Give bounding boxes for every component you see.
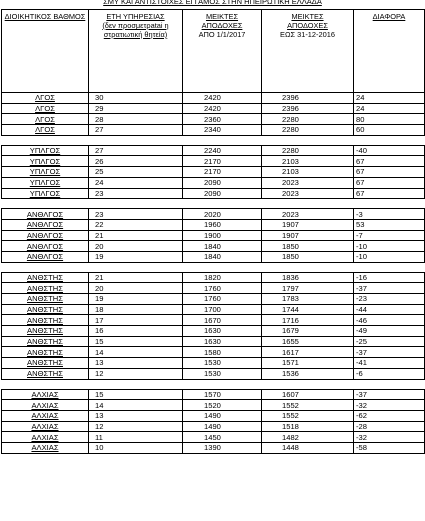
table-row (2, 272, 425, 283)
cell-rank: ΥΠΛΓΟΣ (2, 167, 89, 178)
separator-cell (262, 199, 354, 209)
cell-years: 24 (89, 177, 183, 188)
cell-years: 30 (89, 93, 183, 104)
table-row (2, 241, 425, 252)
cell-years: 14 (89, 347, 183, 358)
cell-diff: -37 (354, 283, 425, 294)
cell-new-pay: 1530 (183, 358, 262, 369)
cell-rank: ΥΠΛΓΟΣ (2, 188, 89, 199)
cell-diff: -28 (354, 421, 425, 432)
separator-cell (183, 379, 262, 389)
cell-years: 27 (89, 145, 183, 156)
cell-diff: -23 (354, 294, 425, 305)
header-years: ΕΤΗ ΥΠΗΡΕΣΙΑΣ (δεν προσμετρatai η στρατιωτική θητεία) (89, 10, 183, 93)
cell-new-pay: 1630 (183, 336, 262, 347)
cell-old-pay: 2023 (262, 188, 354, 199)
group-separator (2, 135, 425, 145)
cell-rank: ΑΝΘΛΓΟΣ (2, 219, 89, 230)
cell-rank: ΑΛΧΙΑΣ (2, 442, 89, 453)
table-row (2, 283, 425, 294)
cell-diff: -10 (354, 251, 425, 262)
cell-rank: ΛΓΟΣ (2, 93, 89, 104)
cell-diff: -37 (354, 389, 425, 400)
cell-new-pay: 2360 (183, 114, 262, 125)
header-new-pay-date: ΑΠΟ 1/1/2017 (198, 30, 246, 39)
pay-table (1, 9, 425, 454)
separator-cell (262, 135, 354, 145)
table-row (2, 336, 425, 347)
table-row (2, 209, 425, 220)
cell-diff: -3 (354, 209, 425, 220)
cell-diff: 53 (354, 219, 425, 230)
cell-rank: ΥΠΛΓΟΣ (2, 145, 89, 156)
group-separator (2, 262, 425, 272)
cell-rank: ΛΓΟΣ (2, 114, 89, 125)
cell-old-pay: 1679 (262, 326, 354, 337)
cell-old-pay: 1744 (262, 304, 354, 315)
cell-new-pay: 2340 (183, 125, 262, 136)
cell-new-pay: 2420 (183, 93, 262, 104)
group-separator (2, 379, 425, 389)
separator-cell (2, 199, 89, 209)
cell-rank: ΥΠΛΓΟΣ (2, 177, 89, 188)
separator-cell (2, 135, 89, 145)
cell-diff: -16 (354, 272, 425, 283)
header-diff: ΔΙΑΦΟΡΑ (354, 10, 425, 93)
cell-new-pay: 2240 (183, 145, 262, 156)
cell-new-pay: 1700 (183, 304, 262, 315)
cell-old-pay: 1482 (262, 432, 354, 443)
table-row (2, 347, 425, 358)
cell-old-pay: 1716 (262, 315, 354, 326)
cell-rank: ΑΝΘΣΤΗΣ (2, 304, 89, 315)
cell-diff: 60 (354, 125, 425, 136)
cell-years: 13 (89, 410, 183, 421)
cell-rank: ΑΝΘΣΤΗΣ (2, 315, 89, 326)
cell-diff: -37 (354, 347, 425, 358)
cell-new-pay: 1530 (183, 368, 262, 379)
cell-years: 13 (89, 358, 183, 369)
sheet-title: ΣΜΥ ΚΑΙ ΑΝΤΙΣΤΟΙΧΕΣ ΕΓΓΑΜΟΣ ΣΤΗΝ ΗΠΕΙΡΩΤΙΚΗ ΕΛΛΑΔΑ (103, 0, 322, 6)
cell-diff: -49 (354, 326, 425, 337)
cell-new-pay: 1670 (183, 315, 262, 326)
cell-old-pay: 2280 (262, 125, 354, 136)
cell-diff: -41 (354, 358, 425, 369)
cell-old-pay: 1552 (262, 410, 354, 421)
cell-old-pay: 1536 (262, 368, 354, 379)
cell-diff: -58 (354, 442, 425, 453)
cell-rank: ΑΝΘΣΤΗΣ (2, 272, 89, 283)
cell-rank: ΑΝΘΣΤΗΣ (2, 358, 89, 369)
cell-new-pay: 1760 (183, 283, 262, 294)
cell-diff: -10 (354, 241, 425, 252)
table-row (2, 103, 425, 114)
cell-old-pay: 1907 (262, 230, 354, 241)
cell-old-pay: 1571 (262, 358, 354, 369)
cell-years: 16 (89, 326, 183, 337)
cell-rank: ΛΓΟΣ (2, 125, 89, 136)
cell-new-pay: 1840 (183, 241, 262, 252)
cell-years: 23 (89, 209, 183, 220)
cell-old-pay: 1797 (262, 283, 354, 294)
separator-cell (2, 379, 89, 389)
cell-years: 25 (89, 167, 183, 178)
cell-years: 12 (89, 368, 183, 379)
cell-new-pay: 2090 (183, 177, 262, 188)
cell-diff: 80 (354, 114, 425, 125)
header-new-pay: ΜΕΙΚΤΕΣ ΑΠΟΔΟΧΕΣ ΑΠΟ 1/1/2017 (183, 10, 262, 93)
cell-diff: -7 (354, 230, 425, 241)
table-row (2, 145, 425, 156)
cell-years: 20 (89, 283, 183, 294)
table-row (2, 315, 425, 326)
table-row (2, 442, 425, 453)
cell-years: 19 (89, 251, 183, 262)
separator-cell (183, 135, 262, 145)
cell-new-pay: 1520 (183, 400, 262, 411)
separator-cell (262, 379, 354, 389)
table-row (2, 389, 425, 400)
cell-diff: -46 (354, 315, 425, 326)
cell-years: 20 (89, 241, 183, 252)
cell-rank: ΑΛΧΙΑΣ (2, 400, 89, 411)
table-row (2, 358, 425, 369)
cell-diff: -6 (354, 368, 425, 379)
cell-new-pay: 2020 (183, 209, 262, 220)
table-row (2, 304, 425, 315)
header-rank: ΔΙΟΙΚΗΤΙΚΟΣ ΒΑΘΜΟΣ (2, 10, 89, 93)
cell-old-pay: 1552 (262, 400, 354, 411)
cell-diff: -25 (354, 336, 425, 347)
table-row (2, 230, 425, 241)
separator-cell (262, 262, 354, 272)
cell-old-pay: 2023 (262, 177, 354, 188)
cell-new-pay: 1630 (183, 326, 262, 337)
cell-old-pay: 1617 (262, 347, 354, 358)
cell-rank: ΑΛΧΙΑΣ (2, 421, 89, 432)
header-row (2, 10, 425, 93)
cell-years: 12 (89, 421, 183, 432)
cell-old-pay: 2023 (262, 209, 354, 220)
cell-rank: ΛΓΟΣ (2, 103, 89, 114)
cell-years: 15 (89, 336, 183, 347)
cell-new-pay: 1450 (183, 432, 262, 443)
cell-new-pay: 1580 (183, 347, 262, 358)
separator-cell (89, 262, 183, 272)
cell-rank: ΥΠΛΓΟΣ (2, 156, 89, 167)
cell-diff: -32 (354, 432, 425, 443)
cell-new-pay: 1820 (183, 272, 262, 283)
table-row (2, 326, 425, 337)
separator-cell (2, 262, 89, 272)
table-row (2, 125, 425, 136)
table-row (2, 368, 425, 379)
cell-rank: ΑΝΘΣΤΗΣ (2, 294, 89, 305)
cell-years: 22 (89, 219, 183, 230)
cell-new-pay: 2170 (183, 167, 262, 178)
table-row (2, 188, 425, 199)
separator-cell (89, 379, 183, 389)
cell-years: 23 (89, 188, 183, 199)
cell-diff: 67 (354, 167, 425, 178)
table-row (2, 156, 425, 167)
cell-old-pay: 1783 (262, 294, 354, 305)
cell-years: 15 (89, 389, 183, 400)
cell-years: 27 (89, 125, 183, 136)
table-row (2, 410, 425, 421)
table-row (2, 251, 425, 262)
table-row (2, 421, 425, 432)
cell-new-pay: 1900 (183, 230, 262, 241)
separator-cell (354, 379, 425, 389)
group-separator (2, 199, 425, 209)
header-old-pay-date: ΕΩΣ 31-12-2016 (280, 30, 335, 39)
cell-old-pay: 1607 (262, 389, 354, 400)
cell-new-pay: 1390 (183, 442, 262, 453)
cell-years: 14 (89, 400, 183, 411)
cell-years: 29 (89, 103, 183, 114)
cell-rank: ΑΛΧΙΑΣ (2, 410, 89, 421)
header-years-note: (δεν προσμετρatai η στρατιωτική θητεία) (102, 21, 169, 39)
cell-rank: ΑΝΘΛΓΟΣ (2, 230, 89, 241)
cell-old-pay: 1836 (262, 272, 354, 283)
cell-years: 10 (89, 442, 183, 453)
cell-old-pay: 2103 (262, 156, 354, 167)
cell-diff: 67 (354, 177, 425, 188)
cell-rank: ΑΝΘΣΤΗΣ (2, 283, 89, 294)
cell-diff: 67 (354, 156, 425, 167)
separator-cell (89, 135, 183, 145)
cell-years: 17 (89, 315, 183, 326)
cell-new-pay: 1760 (183, 294, 262, 305)
cell-years: 21 (89, 272, 183, 283)
cell-rank: ΑΝΘΣΤΗΣ (2, 336, 89, 347)
table-row (2, 294, 425, 305)
table-row (2, 432, 425, 443)
cell-old-pay: 2396 (262, 93, 354, 104)
cell-new-pay: 1960 (183, 219, 262, 230)
cell-new-pay: 1490 (183, 410, 262, 421)
cell-old-pay: 2280 (262, 145, 354, 156)
cell-old-pay: 1850 (262, 251, 354, 262)
cell-new-pay: 1570 (183, 389, 262, 400)
table-row (2, 400, 425, 411)
separator-cell (354, 262, 425, 272)
cell-years: 11 (89, 432, 183, 443)
cell-old-pay: 1850 (262, 241, 354, 252)
cell-rank: ΑΛΧΙΑΣ (2, 389, 89, 400)
header-old-pay: ΜΕΙΚΤΕΣ ΑΠΟΔΟΧΕΣ ΕΩΣ 31-12-2016 (262, 10, 354, 93)
cell-years: 19 (89, 294, 183, 305)
cell-diff: 24 (354, 93, 425, 104)
cell-diff: 67 (354, 188, 425, 199)
cell-rank: ΑΝΘΣΤΗΣ (2, 347, 89, 358)
table-row (2, 167, 425, 178)
separator-cell (89, 199, 183, 209)
cell-new-pay: 1490 (183, 421, 262, 432)
cell-old-pay: 1907 (262, 219, 354, 230)
cell-new-pay: 2090 (183, 188, 262, 199)
cell-diff: -32 (354, 400, 425, 411)
table-row (2, 93, 425, 104)
separator-cell (354, 199, 425, 209)
cell-years: 28 (89, 114, 183, 125)
cell-rank: ΑΝΘΛΓΟΣ (2, 251, 89, 262)
cell-years: 26 (89, 156, 183, 167)
separator-cell (183, 262, 262, 272)
separator-cell (183, 199, 262, 209)
cell-new-pay: 2420 (183, 103, 262, 114)
cell-old-pay: 1448 (262, 442, 354, 453)
cell-old-pay: 2103 (262, 167, 354, 178)
cell-rank: ΑΝΘΛΓΟΣ (2, 241, 89, 252)
cell-rank: ΑΛΧΙΑΣ (2, 432, 89, 443)
cell-diff: 24 (354, 103, 425, 114)
cell-old-pay: 1655 (262, 336, 354, 347)
cell-old-pay: 2280 (262, 114, 354, 125)
cell-rank: ΑΝΘΣΤΗΣ (2, 326, 89, 337)
cell-rank: ΑΝΘΣΤΗΣ (2, 368, 89, 379)
cell-old-pay: 2396 (262, 103, 354, 114)
cell-diff: -44 (354, 304, 425, 315)
table-row (2, 177, 425, 188)
cell-old-pay: 1518 (262, 421, 354, 432)
cell-years: 18 (89, 304, 183, 315)
separator-cell (354, 135, 425, 145)
cell-rank: ΑΝΘΛΓΟΣ (2, 209, 89, 220)
cell-new-pay: 2170 (183, 156, 262, 167)
cell-diff: -62 (354, 410, 425, 421)
cell-years: 21 (89, 230, 183, 241)
table-row (2, 219, 425, 230)
cell-diff: -40 (354, 145, 425, 156)
table-row (2, 114, 425, 125)
cell-new-pay: 1840 (183, 251, 262, 262)
